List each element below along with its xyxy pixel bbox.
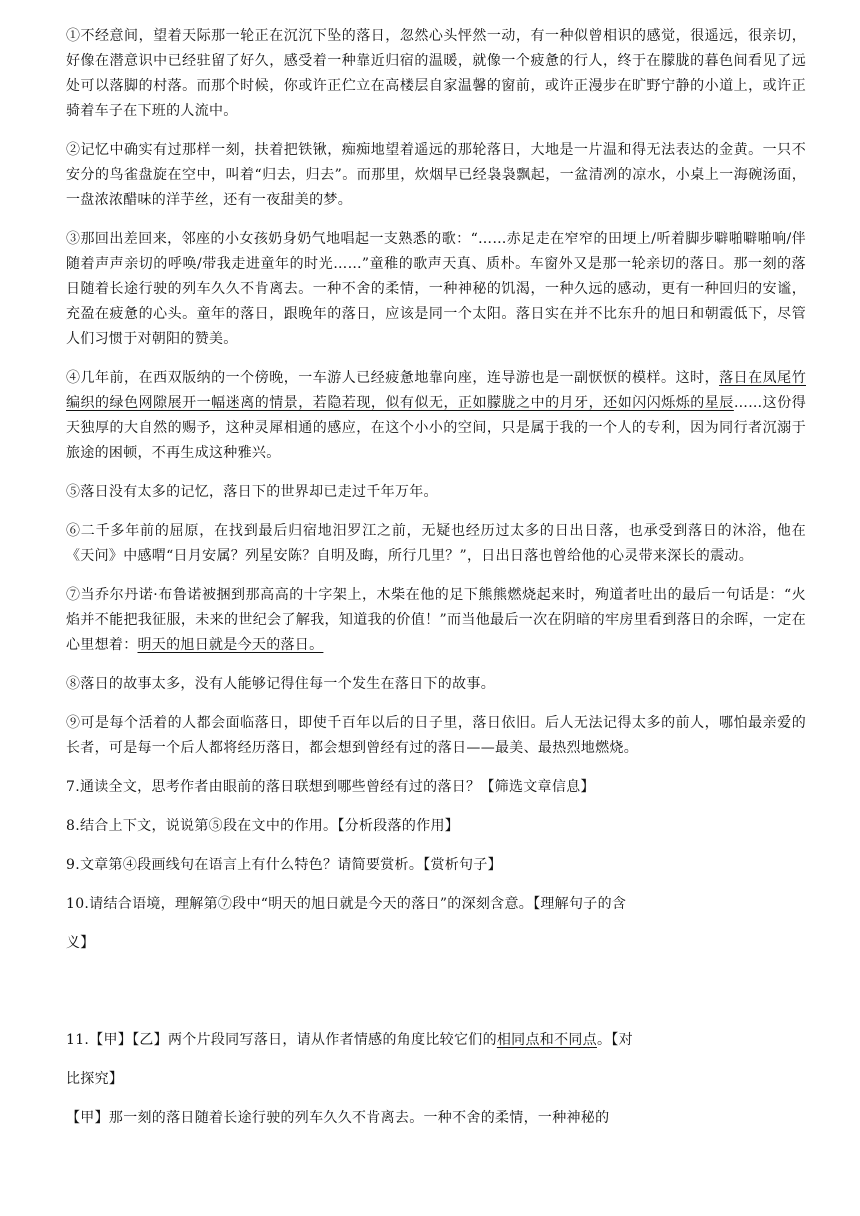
question-11-text: 11.【甲】【乙】两个片段同写落日，请从作者情感的角度比较它们的 — [66, 1032, 497, 1048]
paragraph-9: ⑨可是每个活着的人都会面临落日，即使千百年以后的日子里，落日依旧。后人无法记得太多的前人，哪怕最亲爱的长者，可是每一个后人都将经历落日，都会想到曾经有过的落日——最美、最热烈地燃烧。 — [66, 715, 806, 756]
excerpt-jia: 【甲】那一刻的落日随着长途行驶的列车久久不肯离去。一种不舍的柔情，一种神秘的 — [66, 1110, 610, 1126]
paragraph-7-text: ⑦当乔尔丹诺·布鲁诺被捆到那高高的十字架上，木柴在他的足下熊熊燃烧起来时，殉道者吐出的最后一句话是：“火焰并不能把我征服，未来的世纪会了解我，知道我的价值！”而当他最后一次在阴暗的牢房里看到落日的余晖，一定在心里想着： — [66, 587, 806, 653]
question-11-text-end: 。【对 — [596, 1032, 633, 1048]
paragraph-4 — [66, 366, 806, 466]
underlined-sentence-p4: 落日在凤尾竹编织的绿色网隙展开一幅迷离的情景，若隐若现，似有似无，正如朦胧之中的月牙，还如闪闪烁烁的星辰 — [66, 370, 806, 411]
question-11-continued: 比探究】 — [66, 1071, 124, 1087]
paragraph-6: ⑥二千多年前的屈原，在找到最后归宿地汨罗江之前，无疑也经历过太多的日出日落，也承受到落日的沐浴，他在《天问》中感喟“日月安属？列星安陈？自明及晦，所行几里？”，日出日落也曾给他的心灵带来深长的震动。 — [66, 523, 806, 564]
paragraph-4-text: ④几年前，在西双版纳的一个傍晚，一车游人已经疲惫地靠向座，连导游也是一副恹恹的模样。这时， — [66, 370, 720, 386]
question-11-underlined: 相同点和不同点 — [496, 1032, 597, 1048]
reading-passage — [66, 24, 806, 761]
answer-space — [66, 970, 806, 1028]
paragraph-8: ⑧落日的故事太多，没有人能够记得住每一个发生在落日下的故事。 — [66, 676, 495, 692]
underlined-sentence-p7: 明天的旭日就是今天的落日。 — [137, 637, 324, 653]
paragraph-5: ⑤落日没有太多的记忆，落日下的世界却已走过千年万年。 — [66, 484, 438, 500]
question-7: 7.通读全文，思考作者由眼前的落日联想到哪些曾经有过的落日？【筛选文章信息】 — [66, 779, 595, 795]
question-11 — [66, 1028, 806, 1053]
paragraph-3: ③那回出差回来，邻座的小女孩奶身奶气地唱起一支熟悉的歌：“……赤足走在窄窄的田埂上/听着脚步噼啪噼啪响/伴随着声声亲切的呼唤/带我走进童年的时光……”童稚的歌声天真、质朴。车窗外又是那一轮亲切的落日。那一刻的落日随着长途行驶的列车久久不肯离去。一种不舍的柔情，一种神秘的饥渴，一种久远的感动，更有一种回归的安谧，充盈在疲惫的心头。童年的落日，跟晚年的落日，应该是同一个太阳。落日实在并不比东升的旭日和朝霞低下，尽管人们习惯于对朝阳的赞美。 — [66, 231, 806, 347]
paragraph-1: ①不经意间，望着天际那一轮正在沉沉下坠的落日，忽然心头怦然一动，有一种似曾相识的感觉，很遥远，很亲切，好像在潜意识中已经驻留了好久，感受着一种靠近归宿的温暖，就像一个疲惫的行人，终于在朦胧的暮色间看见了远处可以落脚的村落。而那个时候，你或许正伫立在高楼层自家温馨的窗前，或许正漫步在旷野宁静的小道上，或许正骑着车子在下班的人流中。 — [66, 28, 806, 119]
question-8: 8.结合上下文，说说第⑤段在文中的作用。【分析段落的作用】 — [66, 818, 460, 834]
questions — [66, 775, 806, 1131]
paragraph-4-text-rest: ……这份得天独厚的大自然的赐予，这种灵犀相通的感应，在这个小小的空间，只是属于我的一个人的专利，因为同行者沉溺于旅途的困顿，不再生成这种雅兴。 — [66, 395, 807, 461]
question-10-continued: 义】 — [66, 935, 95, 951]
question-10: 10.请结合语境，理解第⑦段中“明天的旭日就是今天的落日”的深刻含意。【理解句子的含 — [66, 896, 627, 912]
question-9: 9.文章第④段画线句在语言上有什么特色？请简要赏析。【赏析句子】 — [66, 857, 502, 873]
paragraph-2: ②记忆中确实有过那样一刻，扶着把铁锹，痴痴地望着遥远的那轮落日，大地是一片温和得无法表达的金黄。一只不安分的鸟雀盘旋在空中，叫着“归去，归去”。而那里，炊烟早已经袅袅飘起，一盆清冽的凉水，小桌上一海碗汤面，一盘浓浓醋味的洋芋丝，还有一夜甜美的梦。 — [66, 142, 806, 208]
paragraph-7 — [66, 583, 806, 658]
